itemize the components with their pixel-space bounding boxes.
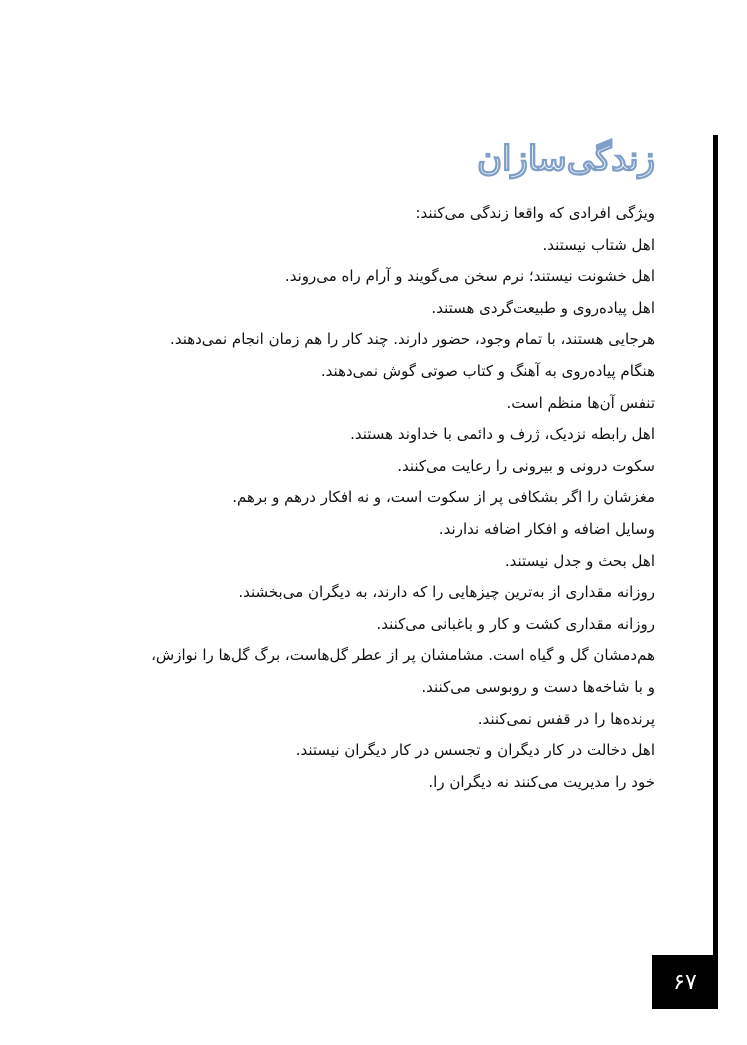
text-line: اهل شتاب نیستند. (542, 235, 655, 254)
text-line: اهل دخالت در کار دیگران و تجسس در کار دیگران نیستند. (295, 741, 655, 760)
text-line: اهل رابطه نزدیک، ژرف و دائمی با خداوند هستند. (350, 425, 655, 444)
body-text-list (115, 198, 655, 798)
text-line: و با شاخه‌ها دست و روبوسی می‌کنند. (421, 677, 655, 696)
page-number-box (652, 955, 718, 1009)
text-line: هرجایی هستند، با تمام وجود، حضور دارند. چند کار را هم زمان انجام نمی‌دهند. (170, 330, 655, 349)
text-line: هنگام پیاده‌روی به آهنگ و کتاب صوتی گوش نمی‌دهند. (320, 361, 655, 380)
text-line: تنفس آن‌ها منظم است. (506, 393, 655, 412)
text-line: ویژگی افرادی که واقعا زندگی می‌کنند: (415, 204, 655, 222)
text-line: اهل بحث و جدل نیستند. (504, 551, 655, 570)
text-line: روزانه مقداری کشت و کار و باغبانی می‌کنند. (376, 614, 655, 633)
text-line: مغزشان را اگر بشکافی پر از سکوت است، و نه افکار درهم و برهم. (232, 488, 655, 507)
text-line: روزانه مقداری از به‌ترین چیزهایی را که دارند، به دیگران می‌بخشند. (238, 583, 655, 602)
text-line: پرنده‌ها را در قفس نمی‌کنند. (477, 709, 655, 728)
text-line: اهل پیاده‌روی و طبیعت‌گردی هستند. (431, 298, 655, 317)
page-edge-bar (713, 135, 718, 955)
page-title: زندگی‌سازان (477, 139, 655, 179)
text-line: هم‌دمشان گل و گیاه است. مشامشان پر از عطر گل‌هاست، برگ گل‌ها را نوازش، (151, 646, 655, 665)
text-line: اهل خشونت نیستند؛ نرم سخن می‌گویند و آرام راه می‌روند. (284, 267, 655, 286)
text-line: وسایل اضافه و افکار اضافه ندارند. (438, 519, 655, 538)
page-number: ۶۷ (673, 969, 697, 995)
text-line: سکوت درونی و بیرونی را رعایت می‌کنند. (397, 456, 655, 475)
text-line: خود را مدیریت می‌کنند نه دیگران را. (428, 772, 655, 791)
